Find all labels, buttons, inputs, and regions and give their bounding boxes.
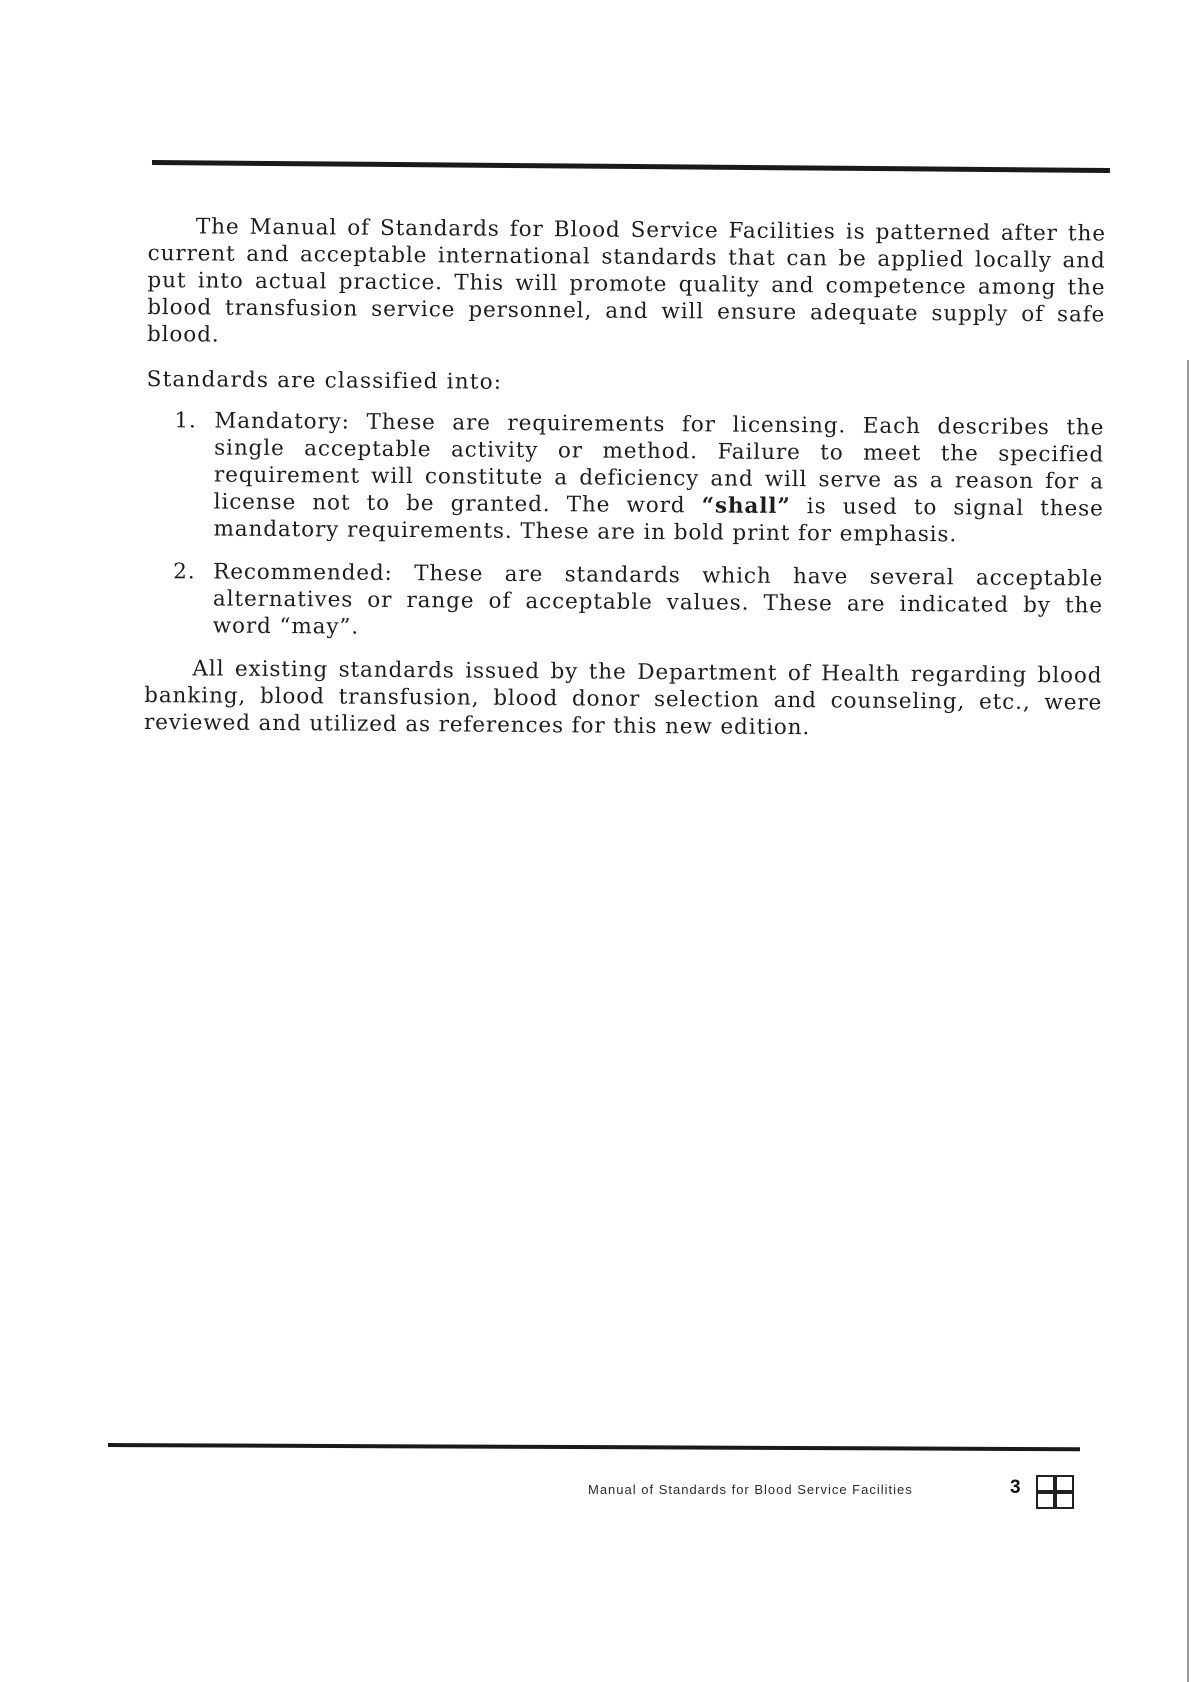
list-item-mandatory <box>145 407 1104 550</box>
scan-edge-line <box>1187 360 1189 1682</box>
list-number: 1. <box>174 408 197 434</box>
mandatory-text-end: is used to signal these mandatory requirements. These are in bold print for emphasis. <box>213 494 1104 548</box>
classification-intro: Standards are classified into: <box>146 366 503 395</box>
list-number: 2. <box>173 559 196 585</box>
page-footer <box>588 1474 1078 1510</box>
footer-rule <box>108 1443 1080 1451</box>
footer-title: Manual of Standards for Blood Service Facilities <box>588 1482 913 1497</box>
standards-list <box>145 407 1105 647</box>
four-square-logo-icon <box>1035 1474 1075 1510</box>
shall-keyword: “shall” <box>701 493 791 520</box>
document-body <box>144 213 1106 744</box>
page-number: 3 <box>1010 1477 1021 1498</box>
list-item-recommended <box>145 558 1104 647</box>
recommended-text: Recommended: These are standards which have several acceptable alternatives or range of acceptable values. These are indicated by the word “may”. <box>212 559 1104 640</box>
header-rule <box>152 160 1110 173</box>
closing-paragraph: All existing standards issued by the Department of Health regarding blood banking, blood transfusion, blood donor selection and counseling, etc., were reviewed and utilized as references for this new edition. <box>143 656 1103 741</box>
intro-paragraph: The Manual of Standards for Blood Service Facilities is patterned after the current and acceptable international standards that can be applied locally and put into actual practice. This will promote quality and competence among the blood transfusion service personnel, and will ensure adequate supply of safe blood. <box>146 214 1106 348</box>
mandatory-text-start: Mandatory: These are requirements for licensing. Each describes the single acceptable activity or method. Failure to meet the specified requirement will constitute a deficiency and will serve as a reason for a license not to be granted. The word <box>213 408 1105 519</box>
